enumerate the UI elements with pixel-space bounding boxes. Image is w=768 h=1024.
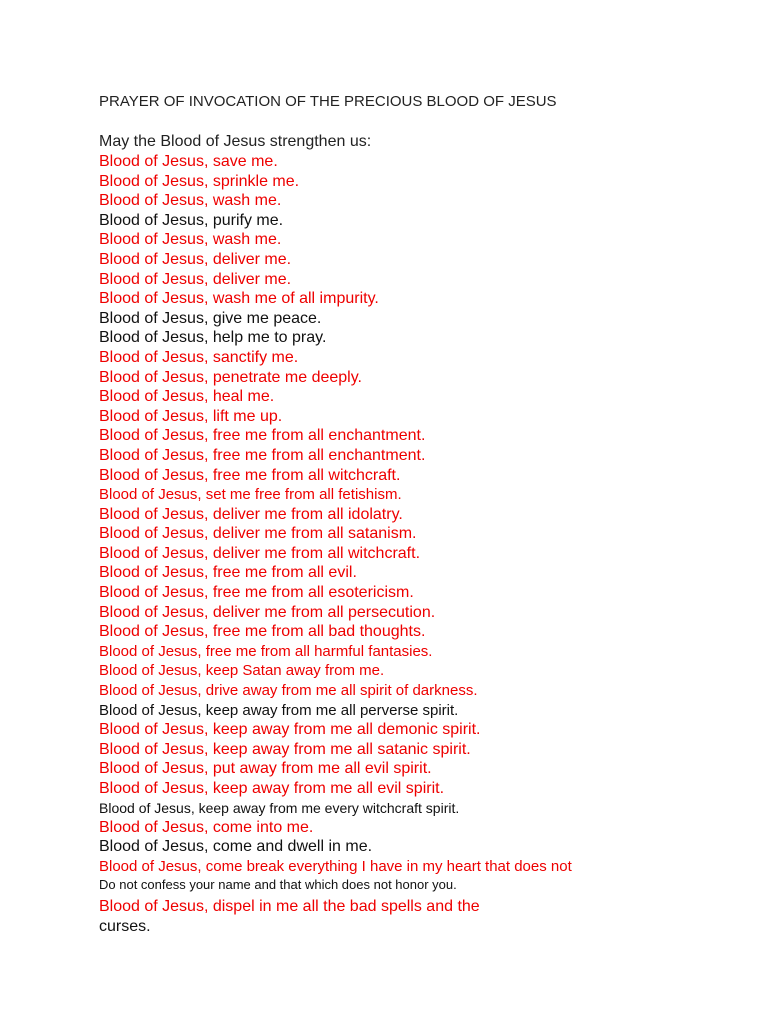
prayer-line: Blood of Jesus, sanctify me. — [99, 348, 299, 366]
prayer-line: Blood of Jesus, deliver me from all idolatry. — [99, 505, 403, 523]
prayer-line: Blood of Jesus, free me from all harmful fantasies. — [99, 642, 433, 660]
prayer-line: Blood of Jesus, keep away from me all perverse spirit. — [99, 701, 459, 719]
prayer-line: Blood of Jesus, deliver me from all witchcraft. — [99, 544, 421, 562]
prayer-line: Do not confess your name and that which does not honor you. — [99, 877, 457, 893]
prayer-line: Blood of Jesus, deliver me. — [99, 250, 292, 268]
document-title: PRAYER OF INVOCATION OF THE PRECIOUS BLOOD OF JESUS — [99, 93, 557, 110]
prayer-line: Blood of Jesus, deliver me from all satanism. — [99, 525, 417, 543]
prayer-line: Blood of Jesus, heal me. — [99, 388, 275, 406]
prayer-line: Blood of Jesus, keep away from me all satanic spirit. — [99, 740, 471, 758]
prayer-line: Blood of Jesus, deliver me from all persecution. — [99, 603, 436, 621]
prayer-line: Blood of Jesus, save me. — [99, 153, 278, 170]
prayer-line: Blood of Jesus, come and dwell in me. — [99, 838, 373, 856]
prayer-line: Blood of Jesus, deliver me. — [99, 270, 292, 288]
prayer-line: Blood of Jesus, wash me. — [99, 192, 282, 210]
prayer-line: Blood of Jesus, free me from all bad thoughts. — [99, 623, 426, 641]
prayer-line: Blood of Jesus, set me free from all fetishism. — [99, 486, 402, 504]
prayer-line: Blood of Jesus, free me from all enchantment. — [99, 427, 426, 445]
prayer-lines — [99, 152, 739, 937]
prayer-line: Blood of Jesus, free me from all evil. — [99, 564, 357, 582]
prayer-line: Blood of Jesus, put away from me all evil spirit. — [99, 760, 432, 778]
prayer-line: Blood of Jesus, free me from all enchantment. — [99, 446, 426, 464]
prayer-line: Blood of Jesus, free me from all witchcraft. — [99, 466, 401, 484]
prayer-line: Blood of Jesus, give me peace. — [99, 309, 322, 327]
intro-line: May the Blood of Jesus strengthen us: — [99, 133, 372, 150]
prayer-line: Blood of Jesus, come into me. — [99, 818, 314, 836]
prayer-line: Blood of Jesus, keep away from me all evil spirit. — [99, 780, 445, 797]
prayer-line: Blood of Jesus, come break everything I have in my heart that does not — [99, 857, 572, 875]
prayer-line: Blood of Jesus, keep away from me every witchcraft spirit. — [99, 799, 460, 816]
prayer-line: Blood of Jesus, sprinkle me. — [99, 172, 300, 190]
prayer-line: Blood of Jesus, help me to pray. — [99, 329, 327, 347]
prayer-line: Blood of Jesus, wash me of all impurity. — [99, 290, 379, 308]
prayer-line: Blood of Jesus, keep away from me all demonic spirit. — [99, 721, 481, 739]
prayer-line: Blood of Jesus, keep Satan away from me. — [99, 662, 385, 680]
prayer-line: Blood of Jesus, drive away from me all spirit of darkness. — [99, 682, 478, 700]
prayer-line: Blood of Jesus, penetrate me deeply. — [99, 368, 362, 386]
prayer-line: Blood of Jesus, lift me up. — [99, 407, 283, 425]
prayer-line: Blood of Jesus, purify me. — [99, 211, 284, 229]
prayer-line: Blood of Jesus, free me from all esotericism. — [99, 584, 414, 602]
prayer-line: Blood of Jesus, dispel in me all the bad spells and the — [99, 898, 480, 916]
prayer-line: curses. — [99, 917, 151, 935]
prayer-line: Blood of Jesus, wash me. — [99, 231, 282, 249]
